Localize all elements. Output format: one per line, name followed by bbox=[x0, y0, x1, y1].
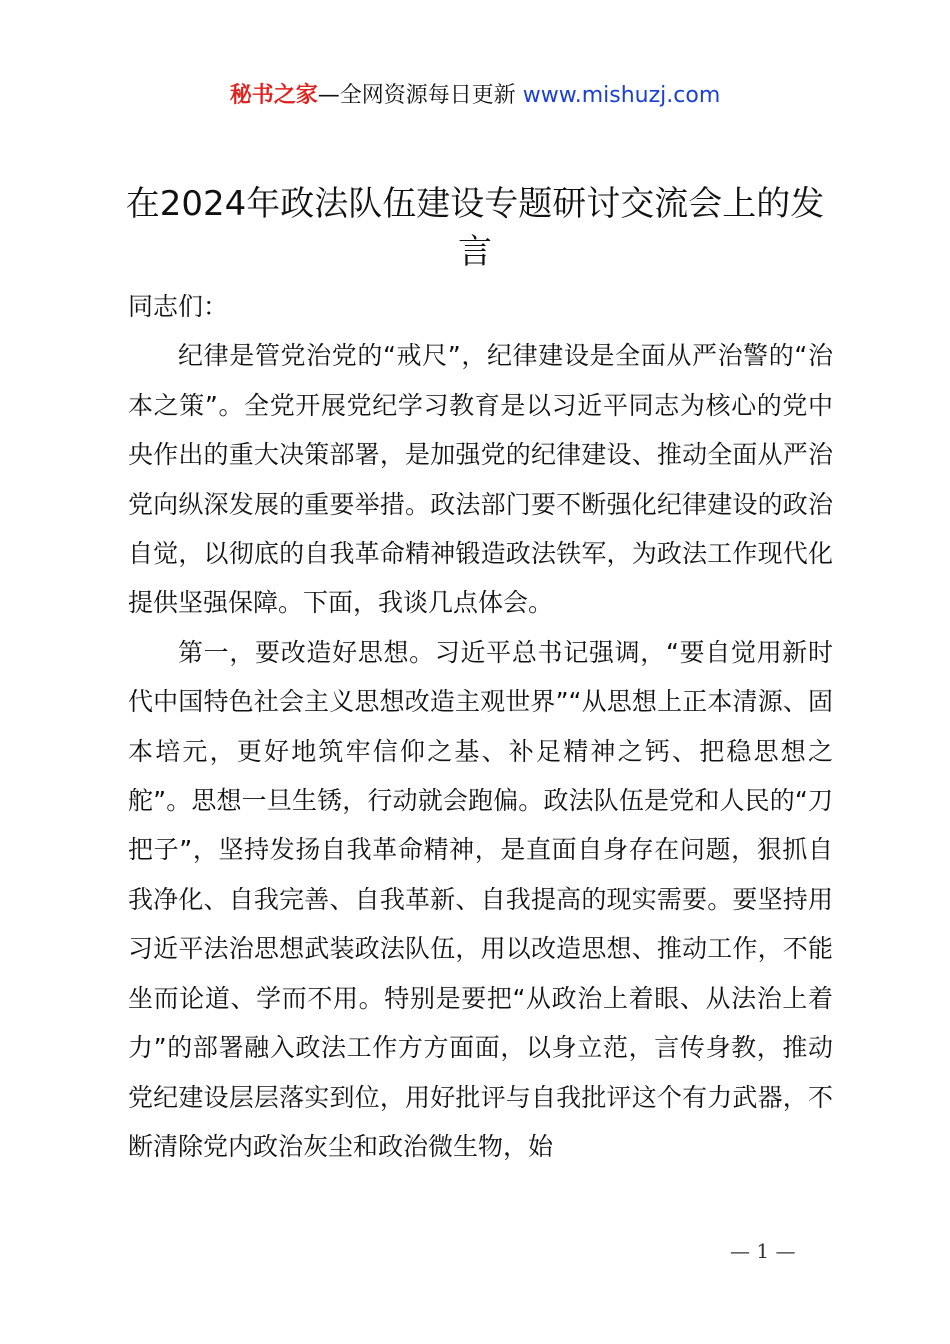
document-body bbox=[128, 282, 833, 1171]
document-title: 在2024年政法队伍建设专题研讨交流会上的发言 bbox=[125, 184, 825, 272]
salutation: 同志们： bbox=[128, 292, 229, 321]
site-url-link[interactable]: www.mishuzj.com bbox=[522, 83, 721, 108]
paragraph-intro: 纪律是管党治党的“戒尺”，纪律建设是全面从严治警的“治本之策”。全党开展党纪学习教育是以习近平同志为核心的党中央作出的重大决策部署，是加强党的纪律建设、推动全面从严治党向纵深发展的重要举措。政法部门要不断强化纪律建设的政治自觉，以彻底的自我革命精神锻造政法铁军，为政法工作现代化提供坚强保障。下面，我谈几点体会。 bbox=[128, 341, 833, 618]
site-banner bbox=[0, 80, 950, 112]
page-number: — 1 — bbox=[730, 1239, 796, 1263]
site-tagline: —全网资源每日更新 bbox=[317, 83, 516, 108]
paragraph-first-point: 第一，要改造好思想。习近平总书记强调，“要自觉用新时代中国特色社会主义思想改造主观世界”“从思想上正本清源、固本培元，更好地筑牢信仰之基、补足精神之钙、把稳思想之舵”。思想一旦生锈，行动就会跑偏。政法队伍是党和人民的“刀把子”，坚持发扬自我革命精神，是直面自身存在问题，狠抓自我净化、自我完善、自我革新、自我提高的现实需要。要坚持用习近平法治思想武装政法队伍，用以改造思想、推动工作，不能坐而论道、学而不用。特别是要把“从政治上着眼、从法治上着力”的部署融入政法工作方方面面，以身立范，言传身教，推动党纪建设层层落实到位，用好批评与自我批评这个有力武器，不断清除党内政治灰尘和政治微生物，始 bbox=[128, 637, 833, 1161]
site-brand: 秘书之家 bbox=[229, 83, 318, 108]
